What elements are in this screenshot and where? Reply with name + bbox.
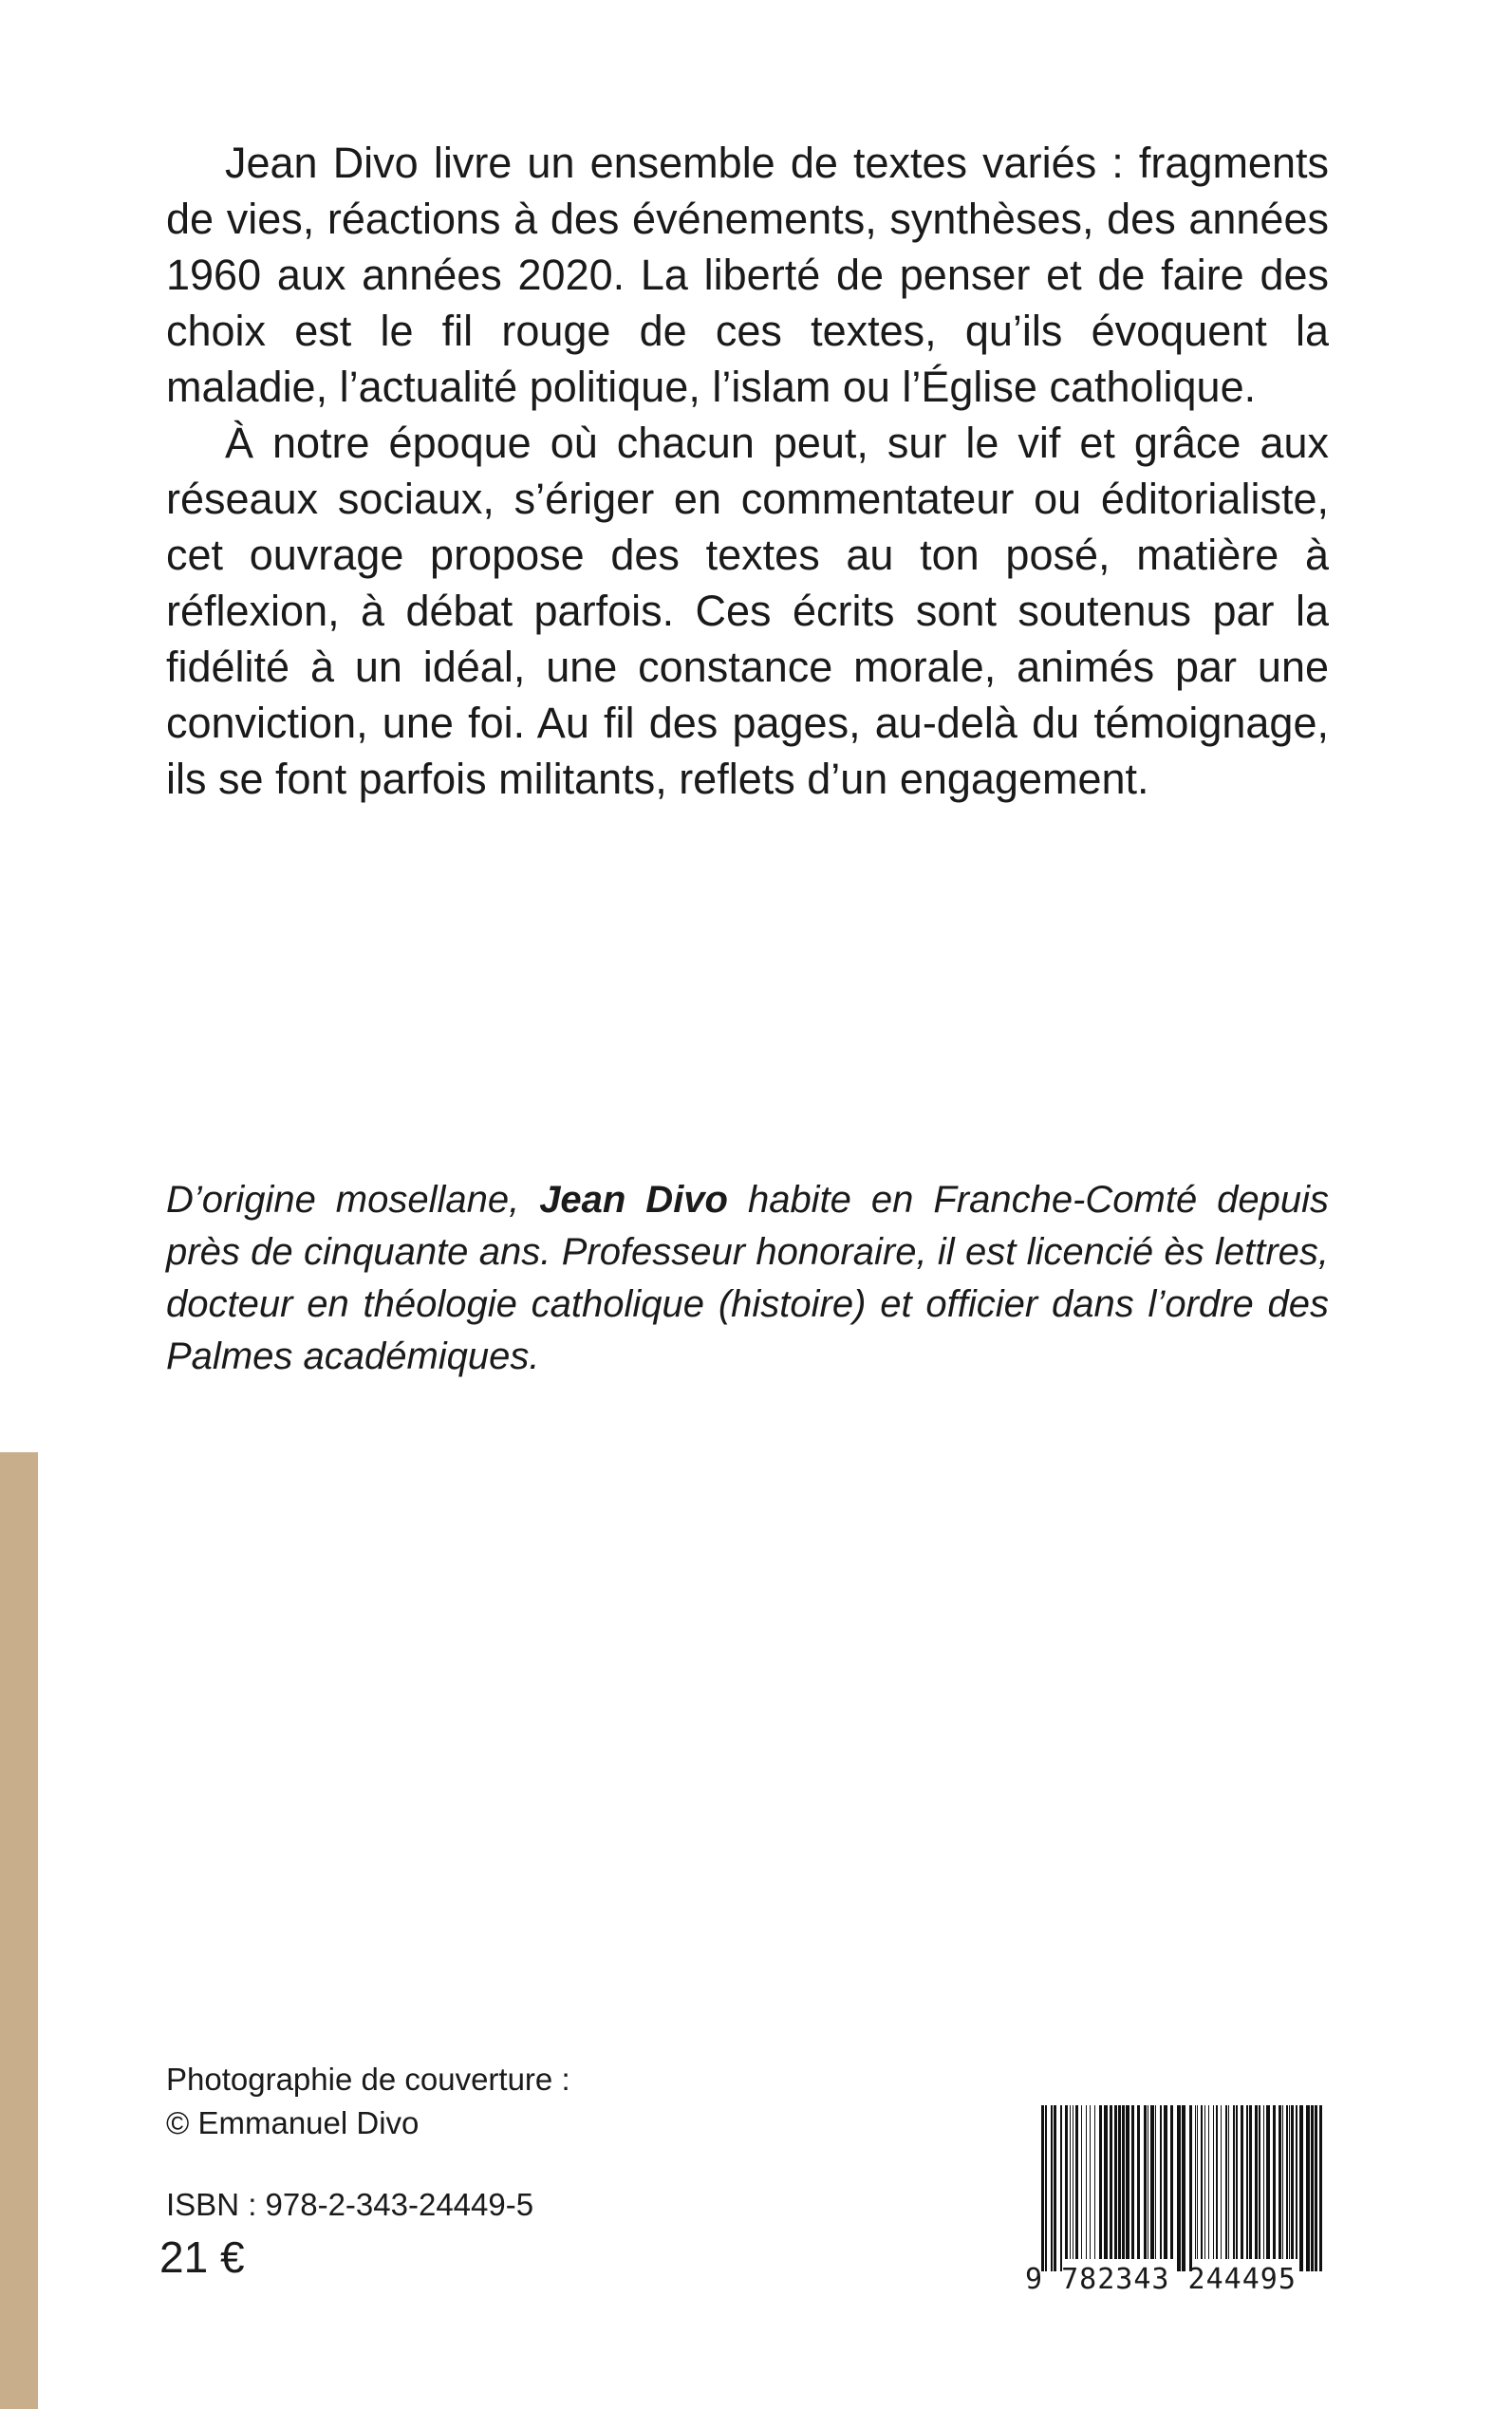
isbn-text: ISBN : 978-2-343-24449-5 [166,2187,534,2222]
author-name: Jean Divo [539,1179,728,1221]
blurb-paragraph-2: À notre époque où chacun peut, sur le vif et grâce aux réseaux sociaux, s’ériger en commentateur ou éditorialiste, cet ouvrage propose des textes au ton posé, matière à réflexion, à débat parfois. Ces écrits sont soutenus par la fidélité à un idéal, une constance morale, animés par une conviction, une foi. Au fil des pages, au-delà du témoignage, ils se font parfois militants, reflets d’un engagement. [166,419,1329,803]
side-color-band [0,1452,38,2409]
bio-text: habite en Franche-Comté depuis près de cinquante ans. Professeur honoraire, il est licencié ès lettres, docteur en théologie catholique (histoire) et officier dans l’ordre des Palmes académiques. [166,1179,1330,1377]
photo-credit [166,2058,570,2145]
barcode-icon [1041,2105,1326,2271]
barcode-digits: 9 782343 244495 [1025,2263,1297,2296]
price-text: 21 € [159,2232,245,2282]
photo-credit-label: Photographie de couverture : [166,2062,570,2097]
back-cover-blurb [166,135,1329,807]
blurb-paragraph-1: Jean Divo livre un ensemble de textes variés : fragments de vies, réactions à des événements, synthèses, des années 1960 aux années 2020. La liberté de penser et de faire des choix est le fil rouge de ces textes, qu’ils évoquent la maladie, l’actualité politique, l’islam ou l’Église catholique. [166,139,1329,411]
bio-prefix: D’origine mosellane, [166,1179,540,1221]
author-bio [166,1174,1329,1383]
photo-credit-name: © Emmanuel Divo [166,2105,420,2140]
